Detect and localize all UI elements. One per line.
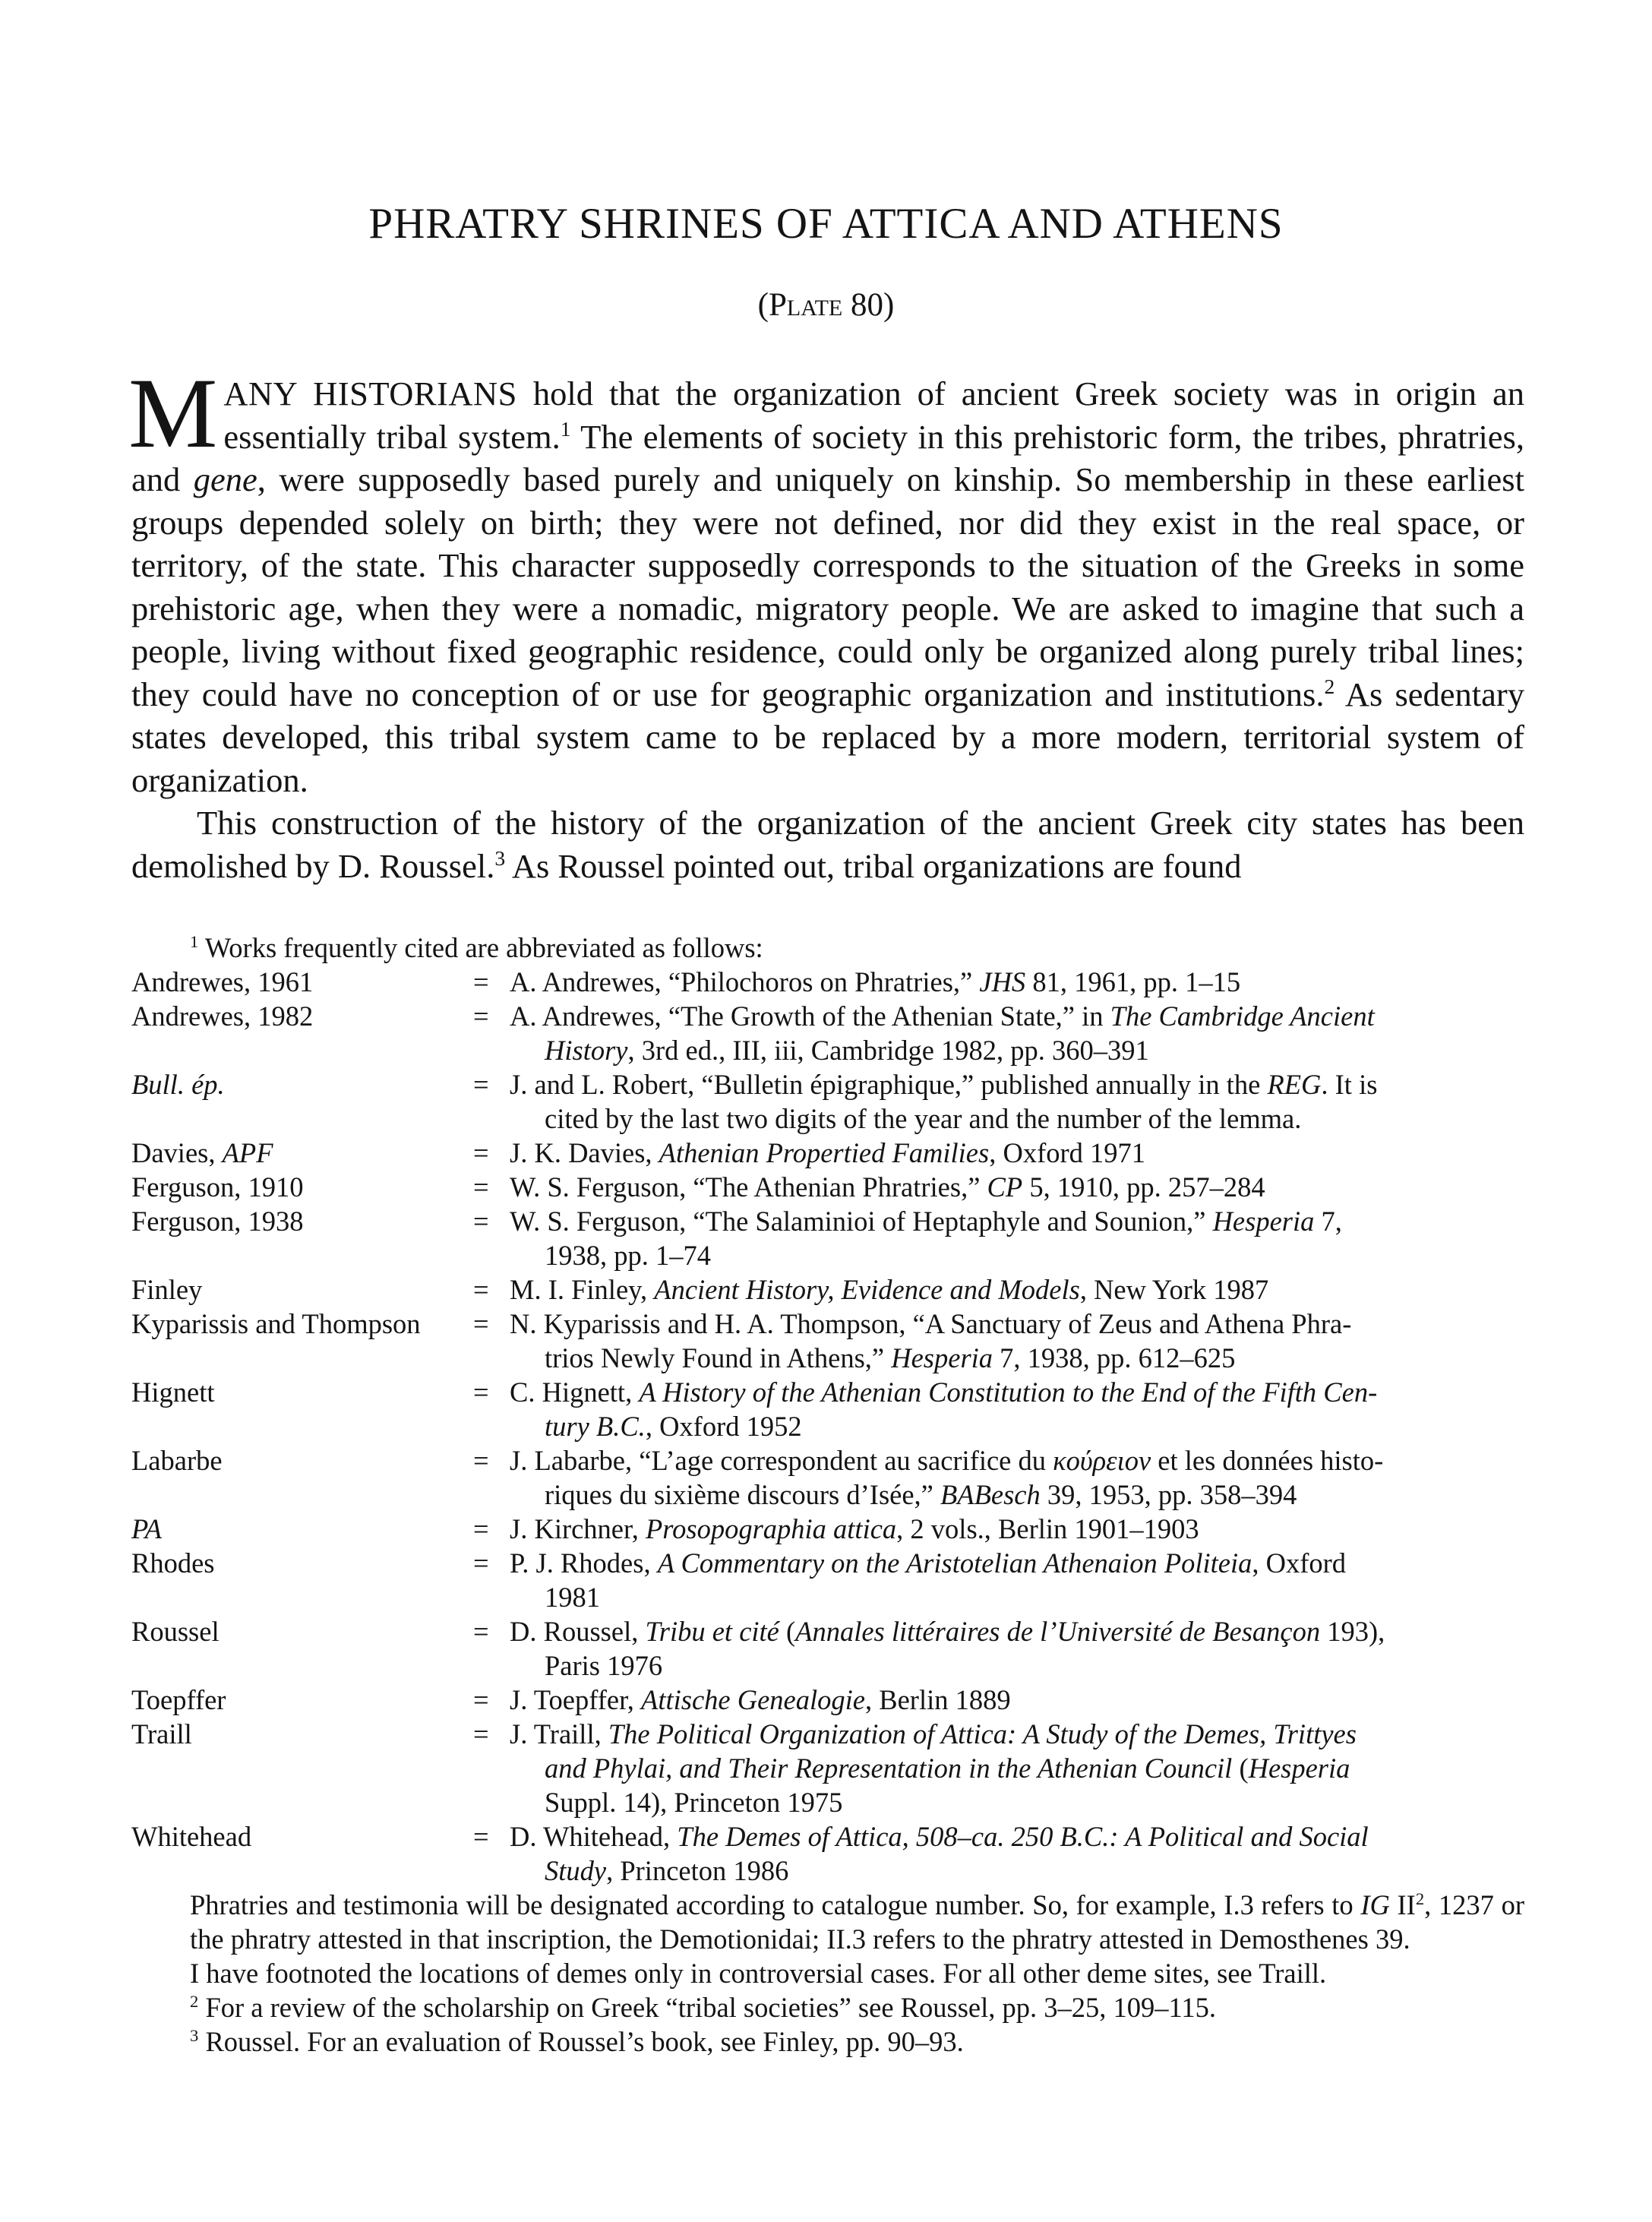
drop-cap: M [128,357,218,469]
abbr-line [510,1375,1524,1409]
abbr-line: 1981 [545,1582,600,1613]
abbr-line: Suppl. 14), Princeton 1975 [545,1787,843,1818]
article-title: PHRATRY SHRINES OF ATTICA AND ATHENS [368,200,1284,248]
abbr-equals: = [473,1308,489,1339]
abbr-text: 7, 1938, pp. 612–625 [993,1342,1236,1373]
note-ref-1: 1 [560,416,571,441]
abbr-key [131,1512,473,1546]
abbr-line: cited by the last two digits of the year and the number of the lemma. [545,1103,1302,1134]
abbr-key: Whitehead [131,1821,252,1852]
abbr-italic: Ancient History, Evidence and Models [654,1274,1080,1305]
abbr-value [510,1375,1524,1443]
abbr-text: A. Andrewes, “Philochoros on Phratries,” [510,966,980,997]
abbr-entry [131,1819,1524,1888]
abbr-line [510,1546,1524,1580]
abbr-italic: History [545,1035,628,1066]
abbr-text: , Berlin 1889 [865,1684,1011,1715]
abbr-equals: = [473,1821,489,1852]
abbr-value [510,1512,1524,1546]
abbr-text: 5, 1910, pp. 257–284 [1022,1171,1265,1203]
footnote-text: II [1389,1889,1416,1920]
abbr-text: ( [1232,1753,1249,1784]
body-text [128,357,1525,887]
abbr-equals: = [473,1377,489,1408]
abbr-text: riques du sixième discours d’Isée,” [545,1479,940,1510]
plate-number: 80) [842,287,895,323]
note-ref-3: 3 [494,845,506,870]
abbr-text: , Oxford 1971 [989,1137,1146,1168]
abbr-italic: Tribu et cité [645,1616,779,1647]
abbr-italic: and Phylai, and Their Representation in the Athenian Council [545,1753,1233,1784]
abbr-equals: = [473,1684,489,1715]
footnote-3 [131,2024,1524,2059]
abbr-entry [131,1375,1524,1443]
p1-text-3: , were supposedly based purely and uniquely on kinship. So membership in these earliest groups depended solely on birth; they were not defined, nor did they exist in the real space, or territory, of the state. This character supposedly corresponds to the situation of the Greeks in some prehistoric age, when they were a nomadic, migratory people. We are asked to imagine that such a people, living without fixed geographic residence, could only be organized along purely tribal lines; they could have no conception of or use for geographic organization and institutions. [131,460,1524,713]
abbr-entry [131,1614,1524,1683]
abbr-entry [131,1683,1524,1717]
abbr-entry [131,999,1524,1067]
abbr-italic: The Demes of Attica, 508–ca. 250 B.C.: A Political and Social [677,1821,1369,1852]
abbr-key: Ferguson, 1910 [131,1171,304,1203]
abbr-equals: = [473,1513,489,1544]
p1-text-2: The elements of society in this prehistoric form, the tribes, phratries, and [131,417,1525,498]
abbr-value [510,965,1524,999]
abbr-key-text: Davies, [131,1137,223,1168]
abbr-text: J. and L. Robert, “Bulletin épigraphique,” published annually in the [510,1069,1268,1100]
abbr-line [510,1717,1524,1751]
abbr-text: D. Roussel, [510,1616,646,1647]
abbr-entry [131,965,1524,999]
abbr-italic: Athenian Propertied Families [659,1137,990,1168]
paragraph-1 [128,357,1525,801]
abbr-text: J. Traill, [510,1718,608,1749]
abbr-equals: = [473,1616,489,1647]
abbr-text: ( [779,1616,796,1647]
p1-gene: gene [193,460,257,498]
abbr-italic: A Commentary on the Aristotelian Athenaion Politeia [657,1547,1252,1579]
abbr-key [131,1067,473,1102]
abbr-line [510,1614,1524,1648]
abbr-key: Andrewes, 1982 [131,1000,314,1032]
abbr-text: 39, 1953, pp. 358–394 [1040,1479,1297,1510]
abbr-text: , Princeton 1986 [606,1855,789,1886]
abbr-line [510,1478,1524,1512]
abbr-italic: The Cambridge Ancient [1110,1000,1375,1032]
abbr-text: et les données histo- [1151,1445,1384,1476]
abbr-line [510,1443,1524,1478]
footnote-1-intro-text: Works frequently cited are abbreviated as follows: [198,932,763,963]
abbr-italic: BABesch [940,1479,1041,1510]
abbr-line [510,1819,1524,1854]
abbr-italic: Annales littéraires de l’Université de Besançon [795,1616,1321,1647]
abbr-italic: Hesperia [1248,1753,1350,1784]
abbr-equals: = [473,1445,489,1476]
abbr-line [510,1033,1524,1067]
abbr-key-italic: Bull. ép. [131,1069,225,1100]
abbr-text: , 2 vols., Berlin 1901–1903 [896,1513,1199,1544]
abbr-entry [131,1512,1524,1546]
abbr-text: C. Hignett, [510,1377,640,1408]
abbr-value [510,1443,1524,1512]
abbr-text: 7, [1314,1206,1342,1237]
p1-text-1: hold that the organization of ancient Greek society was in origin an essentially tribal system. [223,375,1524,456]
abbr-value [510,1614,1524,1683]
abbr-equals: = [473,1000,489,1032]
abbr-key [131,1136,473,1170]
abbr-italic: tury B.C. [545,1411,646,1442]
abbr-text: D. Whitehead, [510,1821,678,1852]
lead-caps: ANY HISTORIANS [223,375,517,412]
abbr-text: A. Andrewes, “The Growth of the Athenian State,” in [510,1000,1110,1032]
abbr-value [510,1683,1524,1717]
abbr-line [510,1854,1524,1888]
abbr-value [510,1819,1524,1888]
footnote-2 [131,1990,1524,2024]
abbr-key: Roussel [131,1616,220,1647]
abbr-value [510,999,1524,1067]
abbreviation-list [131,965,1524,1888]
footnote-1-citation-note [131,1888,1524,1956]
footnote-1-deme-note: I have footnoted the locations of demes only in controversial cases. For all other deme sites, see Traill. [190,1958,1327,1989]
abbr-text: J. Toepffer, [510,1684,642,1715]
abbr-value [510,1307,1524,1375]
abbr-entry [131,1067,1524,1136]
abbr-line [510,1204,1524,1238]
note-ref-2: 2 [1324,674,1335,698]
abbr-key-italic: PA [131,1513,162,1544]
abbr-entry [131,1170,1524,1204]
abbr-value [510,1067,1524,1136]
abbr-italic: Hesperia [891,1342,993,1373]
abbr-text: , New York 1987 [1079,1274,1269,1305]
abbr-equals: = [473,1547,489,1579]
footnote-1-intro [131,931,1524,965]
plate-open: ( [757,287,769,323]
abbr-italic: Hesperia [1212,1206,1315,1237]
abbr-entry [131,1546,1524,1614]
abbr-equals: = [473,1171,489,1203]
abbr-value [510,1272,1524,1307]
abbr-greek-italic: κούρειον [1053,1445,1151,1476]
paragraph-2 [131,801,1524,887]
abbr-key: Rhodes [131,1547,215,1579]
abbr-italic: Attische Genealogie [641,1684,865,1715]
p1-text-4: As sedentary states developed, this tribal system came to be replaced by a more modern, territorial system of organization. [131,675,1524,799]
abbr-text: , 3rd ed., III, iii, Cambridge 1982, pp. 360–391 [627,1035,1149,1066]
abbr-entry [131,1272,1524,1307]
abbr-text: , Oxford 1952 [645,1411,802,1442]
abbr-line [510,1409,1524,1443]
abbr-value [510,1546,1524,1614]
footnote-superscript: 2 [1415,1889,1425,1908]
footnote-1-number: 1 [190,931,199,951]
abbr-value [510,1717,1524,1819]
abbr-value [510,1136,1524,1170]
abbr-entry [131,1443,1524,1512]
abbr-text: W. S. Ferguson, “The Salaminioi of Heptaphyle and Sounion,” [510,1206,1213,1237]
abbr-italic: CP [987,1171,1023,1203]
footnote-italic: IG [1360,1889,1390,1920]
abbr-key: Traill [131,1718,192,1749]
abbr-entry [131,1204,1524,1272]
abbr-text: trios Newly Found in Athens,” [545,1342,892,1373]
abbr-text: 193), [1320,1616,1385,1647]
abbr-key: Finley [131,1274,203,1305]
abbr-key: Hignett [131,1377,215,1408]
abbr-text: P. J. Rhodes, [510,1547,658,1579]
abbr-line [510,1341,1524,1375]
footnote-2-text: For a review of the scholarship on Greek “tribal societies” see Roussel, pp. 3–25, 109–115. [198,1992,1217,2023]
plate-reference [0,289,1652,321]
abbr-key: Ferguson, 1938 [131,1206,304,1237]
abbr-text: . It is [1321,1069,1378,1100]
abbr-line: 1938, pp. 1–74 [545,1240,711,1271]
footnote-3-text: Roussel. For an evaluation of Roussel’s book, see Finley, pp. 90–93. [198,2026,964,2057]
footnote-text: , 1237 or the phratry attested in that inscription, the Demotionidai; II.3 refers to the phratry attested in Demosthenes 39. [190,1889,1525,1955]
abbr-italic: JHS [979,966,1026,997]
abbr-equals: = [473,966,489,997]
abbr-line: N. Kyparissis and H. A. Thompson, “A Sanctuary of Zeus and Athena Phra- [510,1308,1352,1339]
abbr-line: Paris 1976 [545,1650,663,1681]
abbr-key: Kyparissis and Thompson [131,1308,421,1339]
abbr-text: , Oxford [1252,1547,1347,1579]
abbr-italic: REG [1267,1069,1322,1100]
abbr-key: Toepffer [131,1684,226,1715]
footnote-text: Phratries and testimonia will be designated according to catalogue number. So, for example, I.3 refers to [190,1889,1361,1920]
abbr-text: J. Kirchner, [510,1513,646,1544]
abbr-entry [131,1717,1524,1819]
abbr-text: 81, 1961, pp. 1–15 [1025,966,1241,997]
abbr-key: Labarbe [131,1445,223,1476]
abbr-line [510,999,1524,1033]
abbr-equals: = [473,1137,489,1168]
abbr-text: M. I. Finley, [510,1274,655,1305]
footnotes [131,931,1524,2059]
abbr-key: Andrewes, 1961 [131,966,314,997]
footnote-2-number: 2 [190,1991,199,2011]
abbr-value [510,1170,1524,1204]
abbr-italic: The Political Organization of Attica: A Study of the Demes, Trittyes [608,1718,1357,1749]
abbr-italic: A History of the Athenian Constitution to the End of the Fifth Cen- [639,1377,1378,1408]
abbr-value [510,1204,1524,1272]
p2-text-1: This construction of the history of the organization of the ancient Greek city states has been demolished by D. Roussel. [131,804,1524,885]
abbr-text: J. Labarbe, “L’age correspondent au sacrifice du [510,1445,1053,1476]
abbr-text: W. S. Ferguson, “The Athenian Phratries,” [510,1171,987,1203]
abbr-equals: = [473,1274,489,1305]
abbr-line [510,1067,1524,1102]
abbr-italic: Prosopographia attica [645,1513,897,1544]
abbr-line [510,1751,1524,1785]
p2-text-2: As Roussel pointed out, tribal organizations are found [505,846,1242,885]
abbr-equals: = [473,1069,489,1100]
footnote-3-number: 3 [190,2025,199,2045]
abbr-text: J. K. Davies, [510,1137,659,1168]
abbr-italic: Study [545,1855,607,1886]
abbr-equals: = [473,1718,489,1749]
abbr-entry [131,1307,1524,1375]
abbr-equals: = [473,1206,489,1237]
abbr-key-italic: APF [222,1137,273,1168]
abbr-entry [131,1136,1524,1170]
plate-label: Plate [769,287,843,323]
